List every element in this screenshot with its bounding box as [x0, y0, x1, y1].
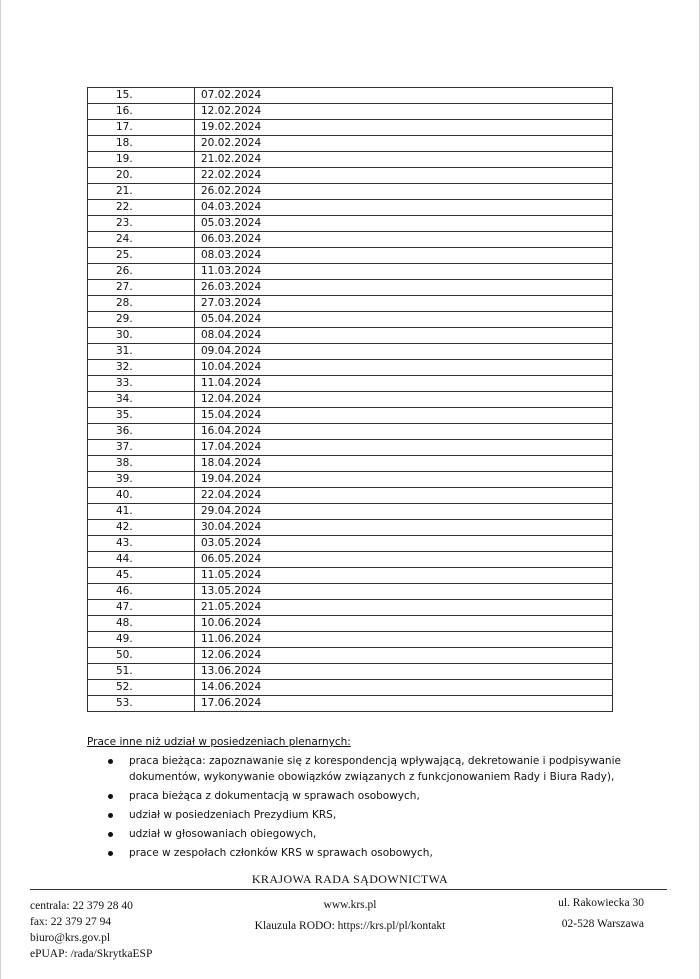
row-date: 10.04.2024 [195, 360, 613, 376]
table-row [88, 360, 613, 376]
row-number: 28. [88, 296, 195, 312]
row-date: 26.03.2024 [195, 280, 613, 296]
table-row [88, 200, 613, 216]
table-row [88, 680, 613, 696]
row-number: 26. [88, 264, 195, 280]
table-row [88, 520, 613, 536]
row-date: 17.04.2024 [195, 440, 613, 456]
row-date: 15.04.2024 [195, 408, 613, 424]
footer-address [558, 893, 644, 935]
row-number: 27. [88, 280, 195, 296]
row-number: 31. [88, 344, 195, 360]
table-row [88, 408, 613, 424]
table-row [88, 456, 613, 472]
meeting-dates-table-body [88, 88, 613, 712]
bullet-icon [108, 813, 113, 818]
row-date: 21.05.2024 [195, 600, 613, 616]
row-date: 30.04.2024 [195, 520, 613, 536]
footer-epuap: ePUAP: /rada/SkrytkaESP [30, 948, 153, 960]
table-row [88, 184, 613, 200]
footer-web [200, 895, 500, 937]
row-number: 22. [88, 200, 195, 216]
row-date: 11.06.2024 [195, 632, 613, 648]
table-row [88, 136, 613, 152]
row-number: 37. [88, 440, 195, 456]
row-date: 22.02.2024 [195, 168, 613, 184]
table-row [88, 616, 613, 632]
row-date: 05.04.2024 [195, 312, 613, 328]
row-number: 34. [88, 392, 195, 408]
table-row [88, 664, 613, 680]
list-item-text: prace w zespołach członków KRS w sprawach osobowych, [129, 847, 433, 859]
table-row [88, 344, 613, 360]
page-edge-left [0, 0, 1, 979]
row-number: 24. [88, 232, 195, 248]
row-date: 13.06.2024 [195, 664, 613, 680]
list-item-text: praca bieżąca z dokumentacją w sprawach osobowych, [129, 790, 420, 802]
list-item [105, 807, 625, 823]
row-date: 14.06.2024 [195, 680, 613, 696]
table-row [88, 264, 613, 280]
row-date: 19.04.2024 [195, 472, 613, 488]
row-number: 47. [88, 600, 195, 616]
bullet-icon [108, 794, 113, 799]
row-number: 33. [88, 376, 195, 392]
table-row [88, 232, 613, 248]
row-date: 10.06.2024 [195, 616, 613, 632]
footer-email[interactable]: biuro@krs.gov.pl [30, 932, 111, 944]
footer-fax: fax: 22 379 27 94 [30, 916, 112, 928]
row-date: 12.06.2024 [195, 648, 613, 664]
table-row [88, 328, 613, 344]
row-number: 43. [88, 536, 195, 552]
row-number: 48. [88, 616, 195, 632]
footer-contact [30, 898, 152, 962]
row-date: 12.02.2024 [195, 104, 613, 120]
row-date: 11.04.2024 [195, 376, 613, 392]
table-row [88, 376, 613, 392]
bullet-list [105, 753, 625, 864]
table-row [88, 488, 613, 504]
table-row [88, 104, 613, 120]
row-number: 50. [88, 648, 195, 664]
row-date: 03.05.2024 [195, 536, 613, 552]
table-row [88, 280, 613, 296]
table-row [88, 216, 613, 232]
table-row [88, 504, 613, 520]
row-number: 44. [88, 552, 195, 568]
meeting-dates-table [87, 87, 613, 712]
table-row [88, 424, 613, 440]
list-item-text: praca bieżąca: zapoznawanie się z korespondencją wpływającą, dekretowanie i podpisywanie dokumentów, wykonywanie obowiązków związanych z funkcjonowaniem Rady i Biura Rady), [129, 755, 621, 783]
table-row [88, 472, 613, 488]
footer-phone: centrala: 22 379 28 40 [30, 900, 133, 912]
row-number: 17. [88, 120, 195, 136]
row-number: 25. [88, 248, 195, 264]
list-item [105, 753, 625, 785]
footer-street: ul. Rakowiecka 30 [558, 897, 644, 909]
row-number: 29. [88, 312, 195, 328]
row-number: 18. [88, 136, 195, 152]
row-date: 29.04.2024 [195, 504, 613, 520]
table-row [88, 568, 613, 584]
table-row [88, 152, 613, 168]
table-row [88, 312, 613, 328]
row-date: 21.02.2024 [195, 152, 613, 168]
row-number: 32. [88, 360, 195, 376]
row-date: 18.04.2024 [195, 456, 613, 472]
row-number: 42. [88, 520, 195, 536]
table-row [88, 696, 613, 712]
row-number: 40. [88, 488, 195, 504]
row-number: 53. [88, 696, 195, 712]
row-number: 41. [88, 504, 195, 520]
table-row [88, 440, 613, 456]
row-date: 06.05.2024 [195, 552, 613, 568]
row-date: 05.03.2024 [195, 216, 613, 232]
row-date: 09.04.2024 [195, 344, 613, 360]
row-number: 20. [88, 168, 195, 184]
row-number: 21. [88, 184, 195, 200]
row-number: 51. [88, 664, 195, 680]
footer-rodo-link[interactable]: Klauzula RODO: https://krs.pl/pl/kontakt [254, 920, 446, 932]
row-date: 06.03.2024 [195, 232, 613, 248]
row-date: 17.06.2024 [195, 696, 613, 712]
row-number: 23. [88, 216, 195, 232]
row-number: 19. [88, 152, 195, 168]
table-row [88, 120, 613, 136]
row-number: 52. [88, 680, 195, 696]
row-date: 22.04.2024 [195, 488, 613, 504]
table-row [88, 632, 613, 648]
footer-divider [30, 889, 667, 890]
bullet-icon [108, 832, 113, 837]
table-row [88, 600, 613, 616]
list-item [105, 845, 625, 861]
table-row [88, 168, 613, 184]
bullet-icon [108, 851, 113, 856]
row-date: 12.04.2024 [195, 392, 613, 408]
row-date: 13.05.2024 [195, 584, 613, 600]
table-row [88, 584, 613, 600]
footer-website-link[interactable]: www.krs.pl [323, 899, 377, 911]
row-date: 16.04.2024 [195, 424, 613, 440]
table-row [88, 248, 613, 264]
table-row [88, 296, 613, 312]
table-row [88, 392, 613, 408]
bullet-icon [108, 759, 113, 764]
row-date: 04.03.2024 [195, 200, 613, 216]
row-number: 15. [88, 88, 195, 104]
row-number: 16. [88, 104, 195, 120]
row-number: 36. [88, 424, 195, 440]
section-title: Prace inne niż udział w posiedzeniach plenarnych: [87, 736, 351, 748]
row-date: 11.03.2024 [195, 264, 613, 280]
row-number: 38. [88, 456, 195, 472]
row-date: 19.02.2024 [195, 120, 613, 136]
footer-org-name: KRAJOWA RADA SĄDOWNICTWA [251, 872, 449, 886]
table-row [88, 552, 613, 568]
row-date: 08.03.2024 [195, 248, 613, 264]
row-number: 30. [88, 328, 195, 344]
row-number: 39. [88, 472, 195, 488]
row-date: 27.03.2024 [195, 296, 613, 312]
table-row [88, 648, 613, 664]
list-item [105, 788, 625, 804]
row-date: 11.05.2024 [195, 568, 613, 584]
table-row [88, 536, 613, 552]
row-date: 08.04.2024 [195, 328, 613, 344]
row-number: 45. [88, 568, 195, 584]
list-item [105, 826, 625, 842]
list-item-text: udział w posiedzeniach Prezydium KRS, [129, 809, 337, 821]
row-date: 26.02.2024 [195, 184, 613, 200]
row-number: 35. [88, 408, 195, 424]
row-number: 49. [88, 632, 195, 648]
table-row [88, 88, 613, 104]
row-number: 46. [88, 584, 195, 600]
row-date: 07.02.2024 [195, 88, 613, 104]
list-item-text: udział w głosowaniach obiegowych, [129, 828, 317, 840]
footer-postal-city: 02-528 Warszawa [561, 918, 644, 930]
row-date: 20.02.2024 [195, 136, 613, 152]
